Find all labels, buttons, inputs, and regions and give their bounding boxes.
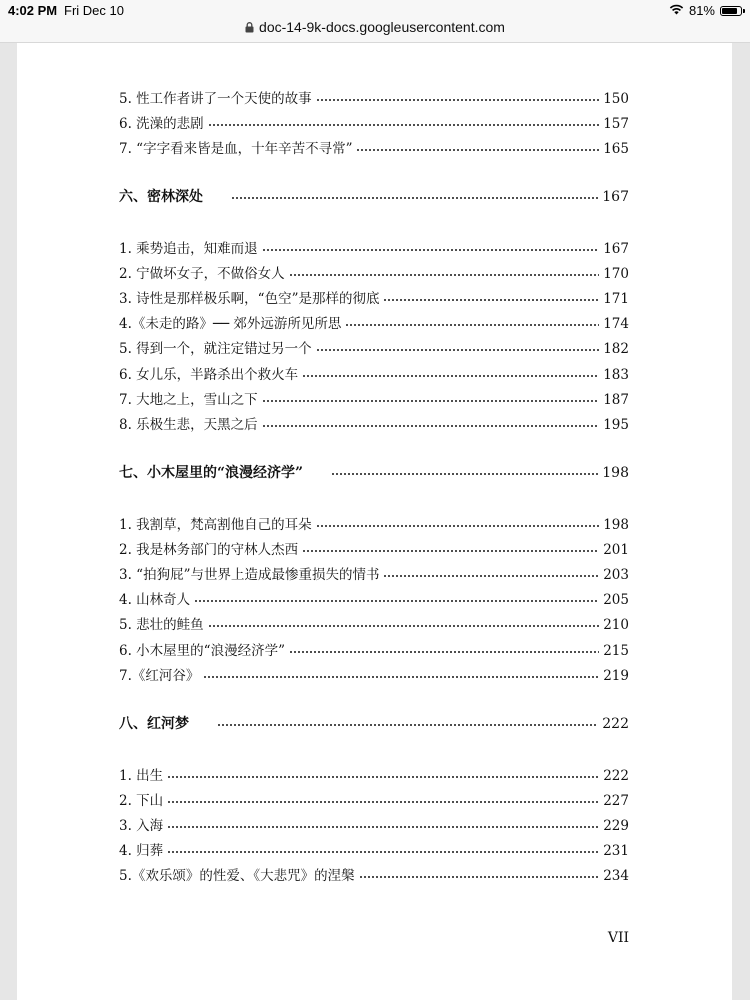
- toc-entry[interactable]: [119, 538, 629, 558]
- status-bar: [0, 0, 750, 43]
- toc-entry-page: 219: [603, 667, 629, 684]
- lock-icon: [245, 20, 254, 36]
- toc-entry-title: 1. 我割草，梵高割他自己的耳朵: [119, 517, 312, 533]
- toc-entry[interactable]: [119, 839, 629, 859]
- toc-entry[interactable]: [119, 613, 629, 633]
- page-number: VII: [607, 930, 629, 946]
- toc-entry[interactable]: [119, 112, 629, 132]
- toc-leader-dots: [289, 650, 599, 654]
- toc-entry-page: 231: [603, 843, 629, 860]
- document-page: [17, 43, 732, 1000]
- toc-entry-title: 2. 我是林务部门的守林人杰西: [119, 542, 299, 559]
- toc-entry-page: 182: [603, 341, 629, 358]
- toc-entry-page: 167: [603, 241, 629, 257]
- toc-entry-title: 3. 入海: [119, 818, 164, 835]
- toc-leader-dots: [262, 399, 600, 403]
- toc-entry-title: 8. 乐极生悲，天黑之后: [119, 416, 258, 433]
- toc-entry-page: 227: [603, 793, 629, 810]
- toc-entry-title: 5. 性工作者讲了一个天使的故事: [119, 91, 312, 107]
- toc-entry-page: 234: [603, 868, 629, 885]
- toc-leader-dots: [359, 875, 600, 879]
- toc-entry-page: 170: [603, 266, 629, 283]
- toc-entry-title: 3. 诗性是那样极乐啊，“色空”是那样的彻底: [119, 291, 380, 308]
- toc-entry-title: 6. 小木屋里的“浪漫经济学”: [119, 642, 285, 659]
- toc-entry-page: 171: [603, 291, 629, 308]
- toc-leader-dots: [217, 723, 598, 727]
- toc-section-title: 七、小木屋里的“浪漫经济学”: [119, 465, 304, 481]
- toc-entry-title: 1. 乘势追击，知难而退: [119, 241, 258, 257]
- toc-leader-dots: [262, 424, 600, 428]
- toc-entry[interactable]: [119, 513, 629, 533]
- toc-leader-dots: [345, 323, 599, 327]
- status-right: [669, 3, 742, 18]
- address-bar[interactable]: [0, 19, 750, 36]
- toc-entry-page: 174: [603, 316, 629, 333]
- toc-leader-dots: [302, 549, 599, 553]
- toc-section-page: 167: [602, 189, 629, 205]
- toc-entry-title: 4.《未走的路》── 郊外远游所见所思: [119, 316, 342, 333]
- toc-leader-dots: [383, 574, 599, 578]
- toc-entry-title: 2. 宁做坏女子，不做俗女人: [119, 266, 285, 283]
- toc-entry[interactable]: [119, 262, 629, 282]
- toc-leader-dots: [167, 775, 599, 779]
- toc-entry-title: 3. “拍狗屁”与世界上造成最惨重损失的情书: [119, 567, 380, 584]
- toc-entry-title: 2. 下山: [119, 793, 164, 810]
- toc-leader-dots: [356, 148, 599, 152]
- toc-section-8[interactable]: [119, 713, 629, 733]
- toc-entry-title: 7. 大地之上，雪山之下: [119, 391, 258, 408]
- toc-entry-title: 5. 悲壮的鲑鱼: [119, 617, 204, 634]
- toc-entry[interactable]: [119, 337, 629, 357]
- url-text: doc-14-9k-docs.googleusercontent.com: [259, 19, 505, 35]
- toc-leader-dots: [316, 524, 600, 528]
- toc-section-page: 222: [602, 716, 629, 732]
- toc-leader-dots: [316, 98, 600, 102]
- toc-leader-dots: [194, 599, 599, 603]
- toc-entry-page: 183: [603, 366, 629, 383]
- toc-entry-title: 7. “字字看来皆是血，十年辛苦不寻常”: [119, 141, 353, 158]
- toc-entry[interactable]: [119, 388, 629, 408]
- toc-entry[interactable]: [119, 814, 629, 834]
- toc-entry[interactable]: [119, 87, 629, 107]
- toc-entry-page: 198: [603, 517, 629, 533]
- toc-entry-page: 157: [603, 116, 629, 133]
- toc-leader-dots: [167, 825, 599, 829]
- toc-entry[interactable]: [119, 312, 629, 332]
- toc-leader-dots: [383, 298, 599, 302]
- toc-section-page: 198: [602, 465, 629, 481]
- toc-entry-page: 150: [603, 91, 629, 107]
- toc-entry[interactable]: [119, 413, 629, 433]
- toc-section-title: 六、密林深处: [119, 189, 203, 205]
- toc-entry[interactable]: [119, 287, 629, 307]
- toc-entry-title: 4. 归葬: [119, 843, 164, 860]
- toc-entry[interactable]: [119, 563, 629, 583]
- toc-entry-title: 4. 山林奇人: [119, 592, 191, 609]
- battery-percent: 81%: [688, 3, 715, 18]
- toc-entry-title: 1. 出生: [119, 768, 164, 784]
- toc-entry[interactable]: [119, 137, 629, 157]
- toc-entry-page: 201: [603, 542, 629, 559]
- toc-leader-dots: [331, 472, 598, 476]
- toc-entry[interactable]: [119, 588, 629, 608]
- toc-leader-dots: [167, 800, 599, 804]
- toc-leader-dots: [203, 675, 599, 679]
- toc-entry-page: 229: [603, 818, 629, 835]
- toc-entry-page: 203: [603, 567, 629, 584]
- status-time: 4:02 PM: [8, 3, 58, 18]
- toc-entry[interactable]: [119, 864, 629, 884]
- toc-section-7[interactable]: [119, 462, 629, 482]
- toc-entry-title: 6. 洗澡的悲剧: [119, 116, 204, 133]
- toc-entry-page: 195: [603, 416, 629, 433]
- toc-leader-dots: [208, 123, 600, 127]
- toc-entry-title: 5.《欢乐颂》的性爱、《大悲咒》的涅槃: [119, 868, 355, 885]
- toc-entry-page: 187: [603, 391, 629, 408]
- toc-entry[interactable]: [119, 789, 629, 809]
- wifi-icon: [669, 3, 684, 18]
- toc-entry-title: 6. 女儿乐，半路杀出个救火车: [119, 366, 299, 383]
- toc-entry[interactable]: [119, 237, 629, 257]
- toc-entry[interactable]: [119, 764, 629, 784]
- toc-entry-title: 7.《红河谷》: [119, 667, 200, 684]
- battery-icon: [720, 6, 742, 16]
- toc-entry-page: 215: [603, 642, 629, 659]
- toc-section-title: 八、红河梦: [119, 716, 189, 732]
- toc-leader-dots: [208, 624, 600, 628]
- toc-leader-dots: [289, 273, 600, 277]
- toc-leader-dots: [316, 348, 600, 352]
- toc-entry-title: 5. 得到一个，就注定错过另一个: [119, 341, 312, 358]
- toc-entry-page: 210: [603, 617, 629, 634]
- toc-entry-page: 165: [603, 141, 629, 158]
- toc-section-6[interactable]: [119, 186, 629, 206]
- toc-entry[interactable]: [119, 363, 629, 383]
- toc-entry-page: 205: [603, 592, 629, 609]
- toc-entry[interactable]: [119, 664, 629, 684]
- toc-entry[interactable]: [119, 639, 629, 659]
- toc-leader-dots: [262, 248, 600, 252]
- toc-leader-dots: [231, 196, 598, 200]
- toc-entry-page: 222: [603, 768, 629, 784]
- toc-leader-dots: [167, 850, 599, 854]
- status-date: Fri Dec 10: [64, 3, 124, 18]
- toc-leader-dots: [302, 374, 599, 378]
